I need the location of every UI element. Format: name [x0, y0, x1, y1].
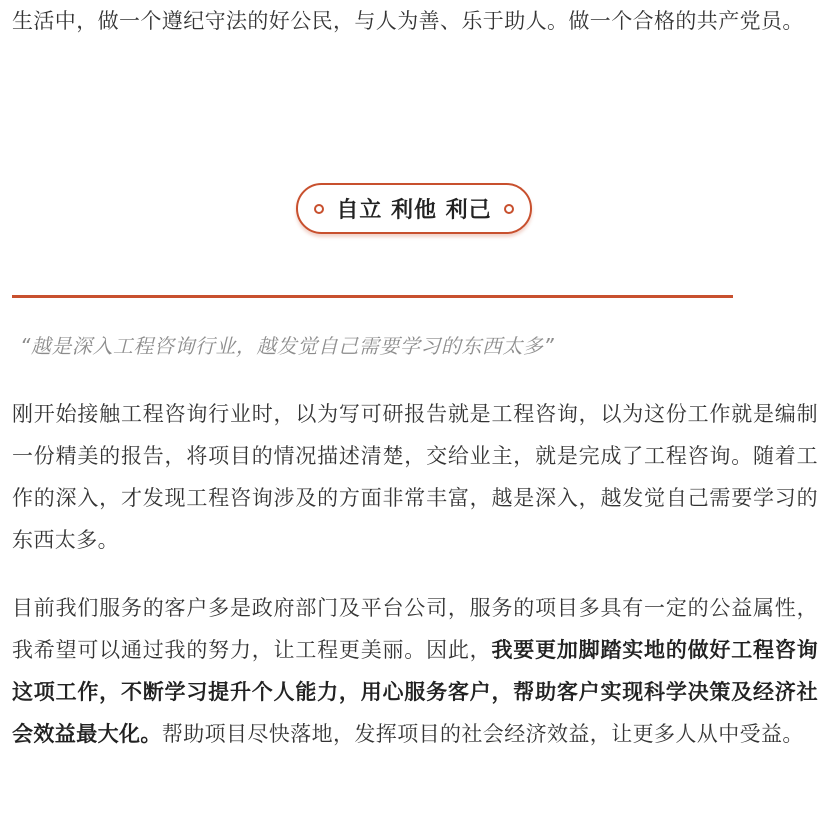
circle-icon: [314, 204, 324, 214]
emphasized-text: 我要更加脚踏实地的做好工程咨询这项工作，不断学习提升个人能力，用心服务客户，帮助客户实现科学决策及经济社会效益最大化。: [12, 638, 818, 746]
paragraph-text: 帮助项目尽快落地，发挥项目的社会经济效益，让更多人从中受益。: [161, 722, 804, 746]
circle-icon: [504, 204, 514, 214]
body-paragraph-2: [12, 587, 818, 755]
section-title: 自立 利他 利己: [336, 198, 492, 223]
intro-paragraph: 生活中，做一个遵纪守法的好公民，与人为善、乐于助人。做一个合格的共产党员。: [12, 9, 804, 33]
divider-line: [12, 295, 733, 298]
section-heading-badge: [296, 183, 532, 234]
body-paragraph-1: 刚开始接触工程咨询行业时，以为写可研报告就是工程咨询，以为这份工作就是编制一份精美的报告，将项目的情况描述清楚，交给业主，就是完成了工程咨询。随着工作的深入，才发现工程咨询涉及的方面非常丰富，越是深入，越发觉自己需要学习的东西太多。: [12, 402, 818, 552]
paragraph-text: 目前我们服务的客户多是政府部门及平台公司，服务的项目多具有一定的公益属性，我希望可以通过我的努力，让工程更美丽。因此，: [12, 596, 818, 662]
quote-text: “越是深入工程咨询行业，越发觉自己需要学习的东西太多”: [20, 334, 555, 358]
